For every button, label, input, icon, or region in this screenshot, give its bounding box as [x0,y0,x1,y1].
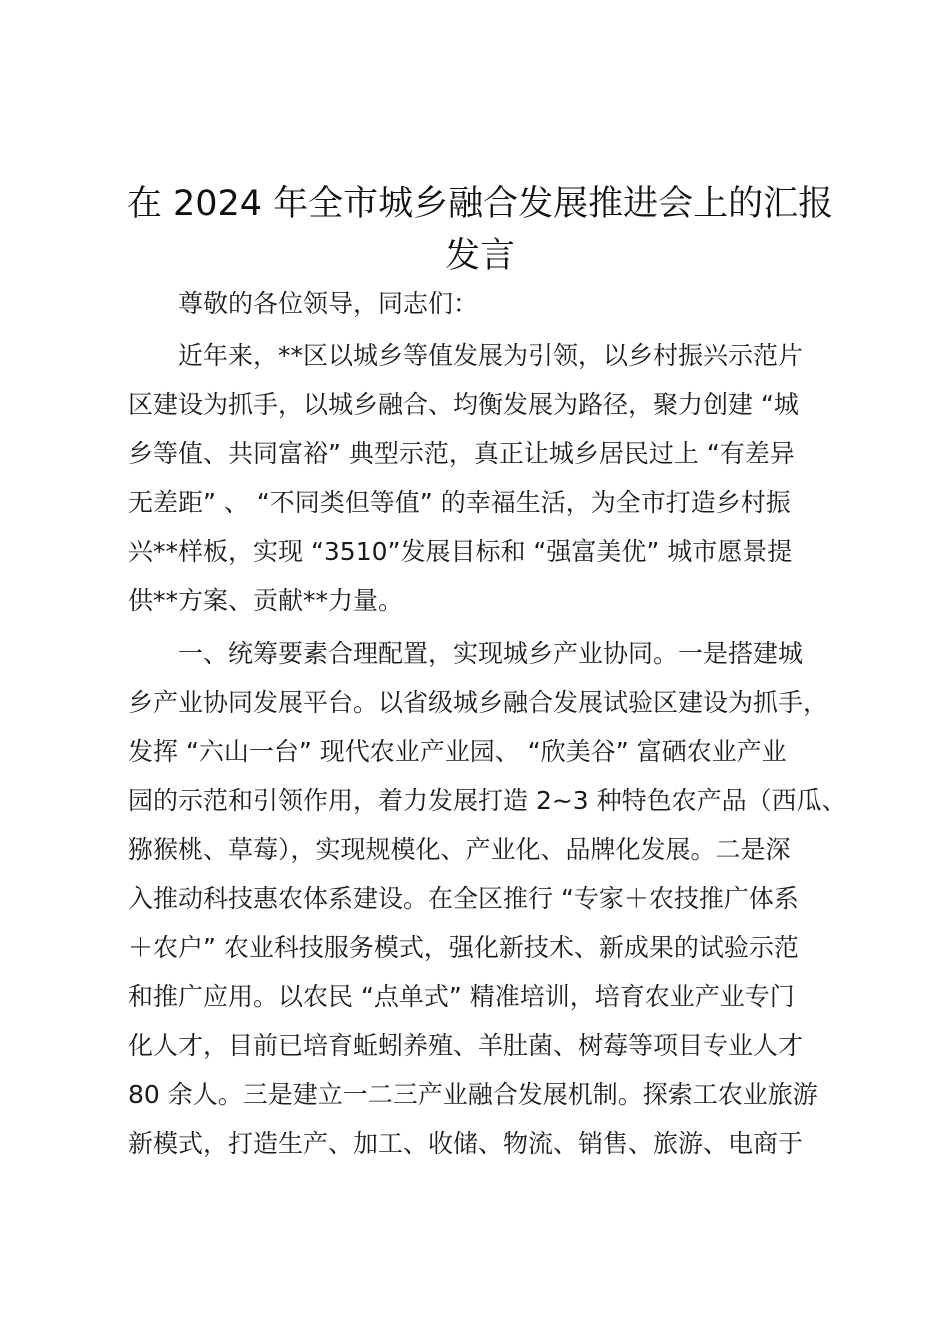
document-title [120,178,840,282]
paragraph-2-line-9: 化人才，目前已培育蚯蚓养殖、羊肚菌、树莓等项目专业人才 [128,1031,804,1060]
paragraph-1-line-3: 乡等值、共同富裕” 典型示范，真正让城乡居民过上 “有差异 [128,439,795,468]
title-line-2: 发言 [444,236,515,276]
salutation: 尊敬的各位领导，同志们： [178,289,479,318]
paragraph-1-line-4: 无差距” 、 “不同类但等值” 的幸福生活，为全市打造乡村振 [128,488,791,517]
title-line-1: 在 2024 年全市城乡融合发展推进会上的汇报 [126,184,834,224]
paragraph-2-line-4: 园的示范和引领作用，着力发展打造 2~3 种特色农产品（西瓜、 [128,786,847,815]
paragraph-2-line-8: 和推广应用。以农民 “点单式” 精准培训，培育农业产业专门 [128,982,795,1011]
paragraph-2-line-7: ＋农户” 农业科技服务模式，强化新技术、新成果的试验示范 [128,933,799,962]
paragraph-1-line-2: 区建设为抓手，以城乡融合、均衡发展为路径，聚力创建 “城 [128,390,799,419]
paragraph-2-line-5: 猕猴桃、草莓），实现规模化、产业化、品牌化发展。二是深 [128,835,791,864]
paragraph-2-line-1: 一、统筹要素合理配置，实现城乡产业协同。一是搭建城 [178,639,804,668]
paragraph-2-line-10: 80 余人。三是建立一二三产业融合发展机制。探索工农业旅游 [128,1080,818,1109]
paragraph-2-line-11: 新模式，打造生产、加工、收储、物流、销售、旅游、电商于 [128,1129,804,1158]
paragraph-1-line-6: 供**方案、贡献**力量。 [128,586,404,615]
paragraph-2-line-2: 乡产业协同发展平台。以省级城乡融合发展试验区建设为抓手， [128,688,829,717]
paragraph-2-line-6: 入推动科技惠农体系建设。在全区推行 “专家＋农技推广体系 [128,884,799,913]
paragraph-1-line-5: 兴**样板，实现 “3510”发展目标和 “强富美优” 城市愿景提 [128,537,793,566]
paragraph-1-line-1: 近年来，**区以城乡等值发展为引领，以乡村振兴示范片 [178,341,804,370]
paragraph-2-line-3: 发挥 “六山一台” 现代农业产业园、 “欣美谷” 富硒农业产业 [128,737,787,766]
